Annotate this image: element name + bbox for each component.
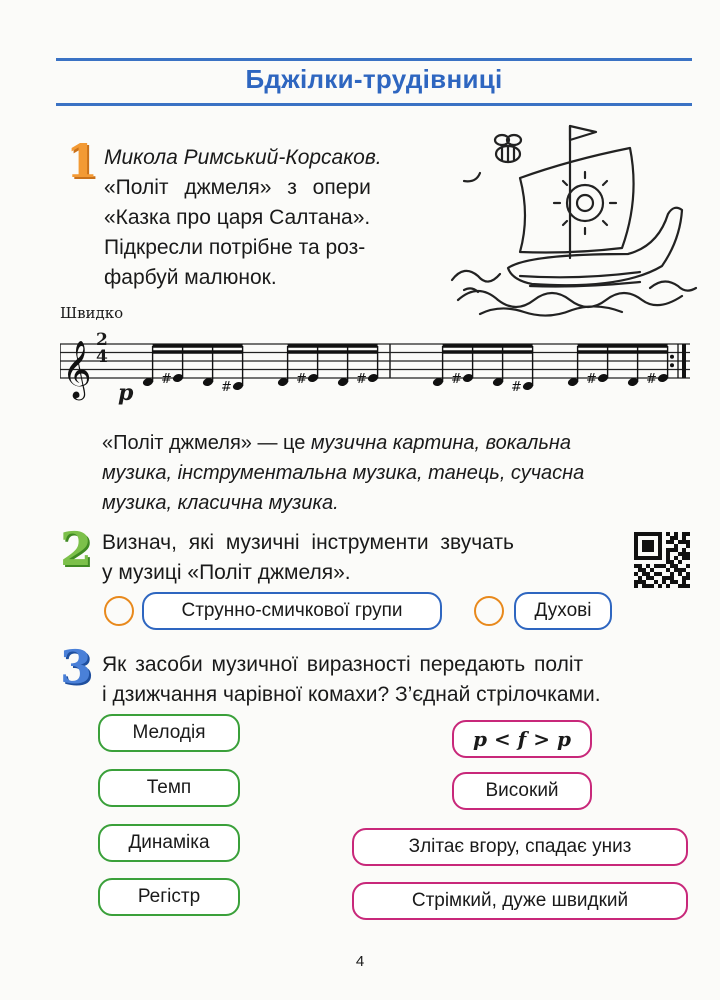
qr-module: [646, 548, 650, 552]
qr-module: [634, 544, 638, 548]
qr-module: [638, 532, 642, 536]
qr-module: [666, 576, 670, 580]
qr-module: [642, 532, 646, 536]
qr-module: [650, 544, 654, 548]
task-3-line-1: Як засоби музичної виразності передають політ: [102, 653, 584, 676]
right-item-fast[interactable]: Стрімкий, дуже швидкий: [352, 882, 688, 920]
qr-module: [674, 564, 678, 568]
option-1-label[interactable]: Струнно-смичкової групи: [142, 592, 442, 630]
repeat-dot: [670, 355, 674, 359]
work-line: «Політ джмеля» з опери: [104, 176, 371, 199]
composer-line: Микола Римський-Корсаков.: [104, 146, 382, 169]
option-2-checkbox[interactable]: [474, 596, 504, 626]
qr-module: [658, 548, 662, 552]
qr-module: [658, 572, 662, 576]
sharp-sign: #: [221, 380, 232, 395]
qr-module: [646, 584, 650, 588]
qr-module: [654, 580, 658, 584]
option-1-checkbox[interactable]: [104, 596, 134, 626]
qr-module: [650, 584, 654, 588]
tempo-marking: Швидко: [60, 304, 124, 322]
qr-module: [650, 576, 654, 580]
left-item-register[interactable]: Регістр: [98, 878, 240, 916]
qr-module: [646, 572, 650, 576]
sharp-sign: #: [296, 372, 307, 387]
sentence-line-1: [102, 428, 702, 458]
page-number: 4: [355, 953, 365, 970]
repeat-dot: [670, 363, 674, 367]
qr-module: [666, 560, 670, 564]
qr-module: [682, 532, 686, 536]
qr-module: [682, 552, 686, 556]
qr-module: [666, 540, 670, 544]
treble-clef: 𝄞: [62, 340, 92, 398]
qr-module: [670, 580, 674, 584]
task-3-text: [102, 650, 702, 710]
task-3-line-2: і дзижчання чарівної комахи? З’єднай стрілочками.: [102, 683, 601, 706]
qr-module: [670, 572, 674, 576]
qr-module: [670, 576, 674, 580]
music-staff: [60, 320, 696, 410]
qr-module: [666, 568, 670, 572]
qr-module: [634, 540, 638, 544]
task-2-line-2: у музиці «Політ джмеля».: [102, 561, 351, 584]
qr-module: [678, 552, 682, 556]
qr-module: [686, 556, 690, 560]
qr-module: [682, 536, 686, 540]
qr-module: [634, 552, 638, 556]
qr-module: [658, 544, 662, 548]
qr-module: [666, 556, 670, 560]
qr-module: [642, 580, 646, 584]
sharp-sign: #: [646, 372, 657, 387]
qr-module: [638, 556, 642, 560]
qr-module: [646, 576, 650, 580]
sharp-sign: #: [586, 372, 597, 387]
qr-module: [674, 556, 678, 560]
qr-module: [634, 548, 638, 552]
qr-module: [678, 584, 682, 588]
right-item-dynamic-formula[interactable]: p < f > p: [452, 720, 592, 758]
qr-module: [650, 556, 654, 560]
task-2-line-1: Визнач, які музичні інструменти звучать: [102, 531, 514, 554]
qr-module: [682, 568, 686, 572]
qr-module: [674, 536, 678, 540]
qr-module: [662, 564, 666, 568]
qr-module: [666, 584, 670, 588]
qr-module: [678, 540, 682, 544]
qr-module: [638, 564, 642, 568]
instruction-line-1: Підкресли потрібне та роз-: [104, 236, 366, 259]
sharp-sign: #: [511, 380, 522, 395]
qr-module: [638, 576, 642, 580]
qr-module: [666, 552, 670, 556]
qr-module: [638, 568, 642, 572]
qr-module: [634, 572, 638, 576]
right-item-rises-falls[interactable]: Злітає вгору, спадає униз: [352, 828, 688, 866]
qr-module: [674, 568, 678, 572]
qr-module: [666, 548, 670, 552]
time-signature-bottom: 4: [96, 347, 108, 367]
sharp-sign: #: [451, 372, 462, 387]
qr-module: [650, 568, 654, 572]
task-1-number: 1: [66, 134, 99, 188]
qr-module: [646, 544, 650, 548]
sharp-sign: #: [356, 372, 367, 387]
qr-module: [686, 572, 690, 576]
sentence-start: «Політ джмеля» — це: [102, 432, 311, 454]
qr-module: [658, 556, 662, 560]
instruction-line-2: фарбуй малюнок.: [104, 266, 277, 289]
right-item-high[interactable]: Високий: [452, 772, 592, 810]
qr-module: [682, 580, 686, 584]
task-3-number: 3: [60, 640, 93, 694]
qr-module: [654, 564, 658, 568]
qr-module: [670, 548, 674, 552]
qr-module: [678, 560, 682, 564]
task-2-text: [102, 528, 602, 588]
qr-module: [682, 576, 686, 580]
qr-module: [634, 536, 638, 540]
qr-module: [682, 540, 686, 544]
qr-module: [642, 540, 646, 544]
qr-module: [634, 584, 638, 588]
qr-module: [634, 580, 638, 584]
qr-module: [674, 580, 678, 584]
left-item-dynamics[interactable]: Динаміка: [98, 824, 240, 862]
sharp-sign: #: [161, 372, 172, 387]
qr-module: [658, 564, 662, 568]
qr-module: [654, 532, 658, 536]
qr-module: [658, 536, 662, 540]
page-title: Бджілки-трудівниці: [245, 64, 503, 94]
option-2-label[interactable]: Духові: [514, 592, 612, 630]
qr-code[interactable]: [634, 532, 690, 588]
qr-module: [678, 572, 682, 576]
qr-module: [686, 544, 690, 548]
sentence-block: [102, 428, 702, 518]
qr-module: [642, 572, 646, 576]
ship-illustration: [450, 118, 700, 318]
options-line-1[interactable]: музична картина, вокальна: [310, 432, 571, 454]
qr-module: [686, 576, 690, 580]
qr-module: [642, 584, 646, 588]
qr-module: [670, 536, 674, 540]
qr-module: [638, 580, 642, 584]
qr-module: [682, 548, 686, 552]
dynamic-marking: p: [118, 380, 134, 406]
qr-module: [662, 576, 666, 580]
qr-module: [670, 540, 674, 544]
qr-module: [686, 532, 690, 536]
qr-module: [662, 580, 666, 584]
qr-module: [674, 548, 678, 552]
qr-module: [658, 584, 662, 588]
qr-module: [682, 584, 686, 588]
qr-module: [654, 572, 658, 576]
qr-module: [646, 564, 650, 568]
qr-module: [646, 532, 650, 536]
qr-module: [642, 548, 646, 552]
qr-module: [634, 532, 638, 536]
task-2-number: 2: [60, 522, 93, 576]
qr-module: [634, 564, 638, 568]
options-line-3[interactable]: музика, класична музика.: [102, 492, 339, 514]
qr-module: [670, 564, 674, 568]
title-bottom-rule: [56, 103, 692, 106]
qr-module: [658, 540, 662, 544]
qr-module: [678, 568, 682, 572]
title-top-rule: [56, 58, 692, 61]
qr-module: [634, 556, 638, 560]
task-1-text: [104, 143, 444, 293]
qr-module: [650, 540, 654, 544]
qr-module: [650, 548, 654, 552]
qr-module: [666, 532, 670, 536]
qr-module: [646, 556, 650, 560]
left-item-melody[interactable]: Мелодія: [98, 714, 240, 752]
time-signature-top: 2: [96, 330, 108, 350]
qr-module: [682, 556, 686, 560]
qr-module: [658, 532, 662, 536]
qr-module: [674, 544, 678, 548]
qr-module: [650, 532, 654, 536]
qr-module: [686, 564, 690, 568]
qr-module: [642, 544, 646, 548]
qr-module: [642, 556, 646, 560]
qr-module: [658, 552, 662, 556]
qr-module: [674, 532, 678, 536]
options-line-2[interactable]: музика, інструментальна музика, танець, сучасна: [102, 462, 585, 484]
qr-module: [686, 584, 690, 588]
qr-module: [686, 540, 690, 544]
left-item-tempo[interactable]: Темп: [98, 769, 240, 807]
qr-module: [642, 568, 646, 572]
qr-module: [670, 560, 674, 564]
qr-module: [686, 552, 690, 556]
qr-module: [646, 540, 650, 544]
qr-module: [654, 556, 658, 560]
opera-line: «Казка про царя Салтана».: [104, 206, 371, 229]
